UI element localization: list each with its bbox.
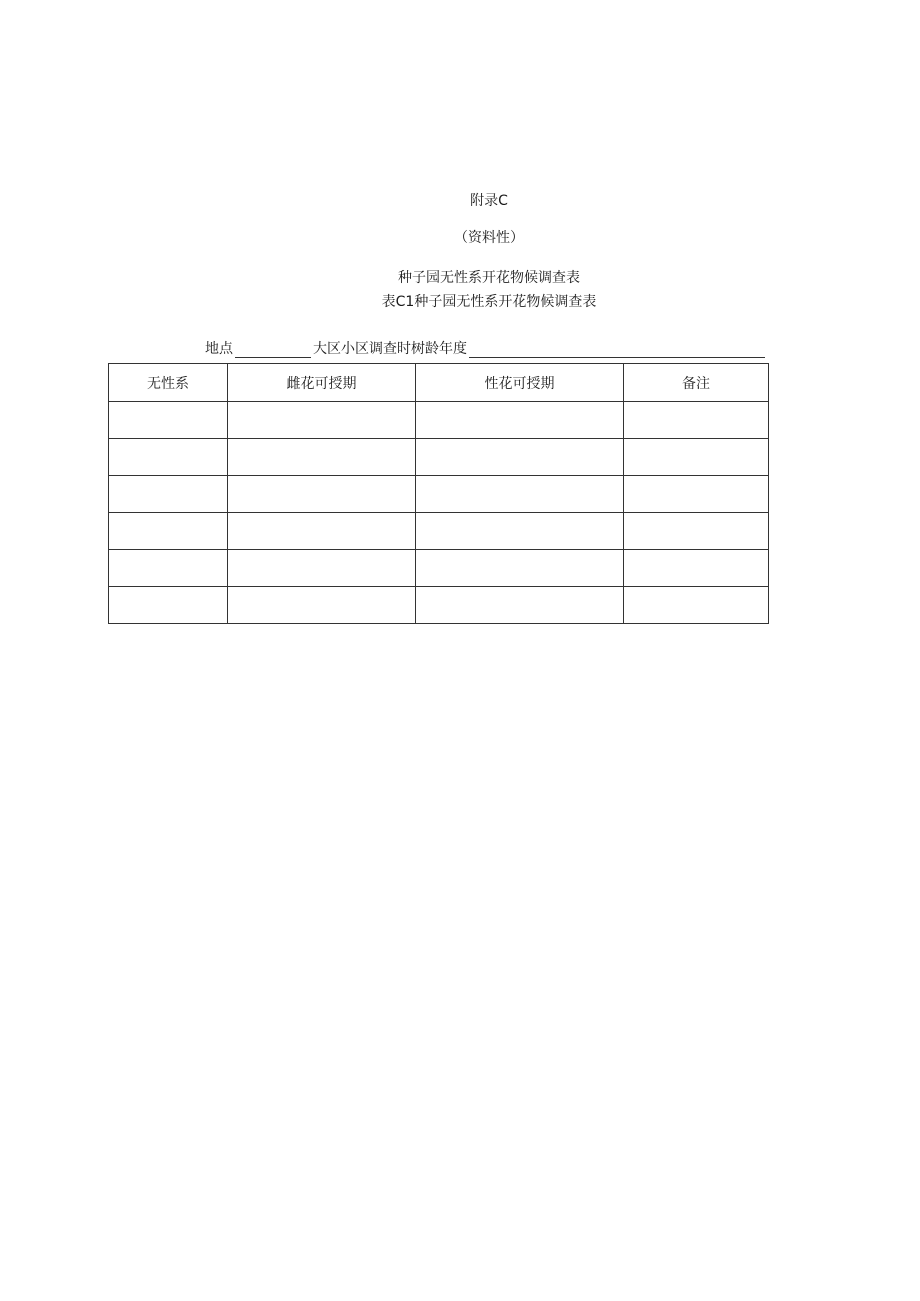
survey-info-text: 大区小区调查时树龄年度 xyxy=(313,341,467,357)
table-cell[interactable] xyxy=(416,402,624,439)
table-cell[interactable] xyxy=(109,439,228,476)
table-cell[interactable] xyxy=(624,439,769,476)
table-cell[interactable] xyxy=(416,513,624,550)
table-cell[interactable] xyxy=(228,476,416,513)
table-cell[interactable] xyxy=(624,550,769,587)
table-cell[interactable] xyxy=(416,476,624,513)
table-header-row xyxy=(109,364,769,402)
header-flower-receptive: 性花可授期 xyxy=(416,364,624,402)
table-cell[interactable] xyxy=(109,550,228,587)
table-row xyxy=(109,402,769,439)
table-cell[interactable] xyxy=(228,587,416,624)
table-cell[interactable] xyxy=(624,513,769,550)
location-label: 地点 xyxy=(205,341,233,357)
survey-info-line xyxy=(205,338,767,358)
table-cell[interactable] xyxy=(228,550,416,587)
table-row xyxy=(109,550,769,587)
document-heading: 种子园无性系开花物候调查表 xyxy=(398,270,580,286)
location-blank[interactable] xyxy=(235,343,311,358)
table-cell[interactable] xyxy=(416,550,624,587)
table-cell[interactable] xyxy=(109,476,228,513)
table-row xyxy=(109,587,769,624)
appendix-title: 附录C xyxy=(470,193,508,209)
table-cell[interactable] xyxy=(228,439,416,476)
header-remarks: 备注 xyxy=(624,364,769,402)
table-cell[interactable] xyxy=(109,513,228,550)
table-cell[interactable] xyxy=(228,402,416,439)
header-female-receptive: 雌花可授期 xyxy=(228,364,416,402)
table-row xyxy=(109,513,769,550)
phenology-survey-table xyxy=(108,363,769,624)
table-cell[interactable] xyxy=(416,587,624,624)
table-caption: 表C1种子园无性系开花物候调查表 xyxy=(381,294,597,310)
table-cell[interactable] xyxy=(624,587,769,624)
table-cell[interactable] xyxy=(109,587,228,624)
table-row xyxy=(109,439,769,476)
header-clone: 无性系 xyxy=(109,364,228,402)
table-cell[interactable] xyxy=(416,439,624,476)
table-cell[interactable] xyxy=(624,476,769,513)
table-cell[interactable] xyxy=(624,402,769,439)
table-cell[interactable] xyxy=(109,402,228,439)
appendix-note: （资料性） xyxy=(454,230,524,246)
year-blank[interactable] xyxy=(469,343,765,358)
table-row xyxy=(109,476,769,513)
table-cell[interactable] xyxy=(228,513,416,550)
